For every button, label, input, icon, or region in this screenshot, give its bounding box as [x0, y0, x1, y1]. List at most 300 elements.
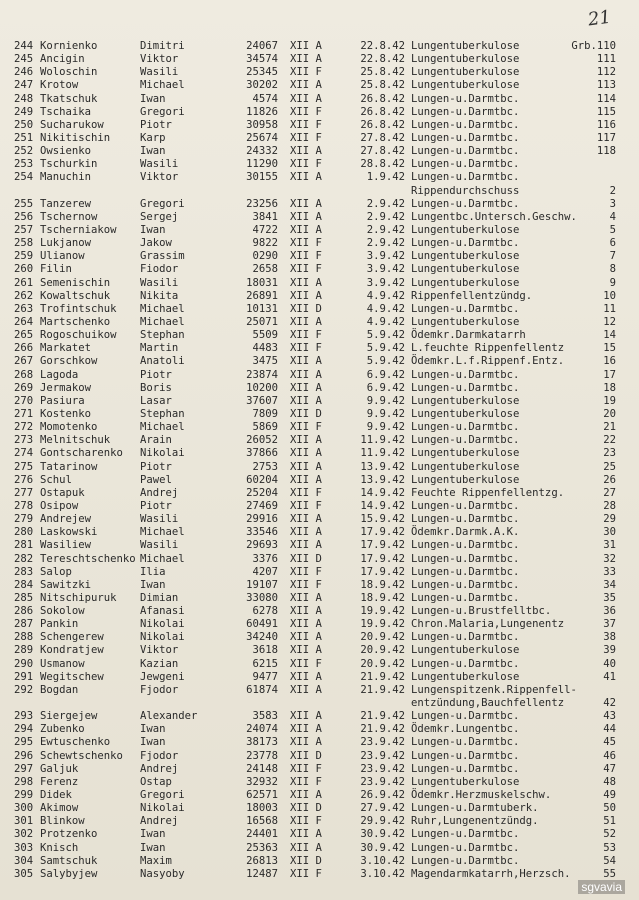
cell-no: 254 — [14, 171, 34, 184]
cell-no: 292 — [14, 683, 34, 696]
cell-last: Krotow — [40, 79, 79, 92]
cell-seq: 27 — [603, 486, 616, 499]
cell-first: Arain — [140, 434, 172, 447]
cell-date: 25.8.42 — [360, 66, 405, 79]
cell-diag: Lungenspitzenk.Rippenfell- — [411, 683, 577, 696]
cell-id: 30958 — [246, 118, 278, 131]
cell-date: 20.9.42 — [360, 631, 405, 644]
cell-no: 289 — [14, 644, 34, 657]
cell-unit: XII A — [290, 171, 322, 184]
cell-first: Ilia — [140, 565, 166, 578]
cell-seq: 55 — [603, 867, 616, 880]
cell-seq: 32 — [603, 552, 616, 565]
cell-first: Stephan — [140, 329, 185, 342]
cell-last: Sucharukow — [40, 118, 104, 131]
cell-no: 268 — [14, 368, 34, 381]
cell-id: 62571 — [246, 789, 278, 801]
cell-diag: Lungen-u.Darmtbc. — [411, 434, 520, 447]
cell-unit: XII F — [290, 815, 322, 828]
cell-no: 257 — [14, 224, 34, 236]
cell-diag: Lungen-u.Darmtbc. — [411, 539, 520, 552]
cell-last: Ancigin — [40, 53, 85, 66]
cell-date: 3.9.42 — [366, 263, 405, 276]
cell-first: Jewgeni — [140, 670, 185, 683]
cell-first: Maxim — [140, 854, 172, 867]
cell-id: 18031 — [246, 276, 278, 289]
cell-diag: Lungentuberkulose — [411, 460, 520, 473]
cell-no: 277 — [14, 486, 34, 499]
cell-first: Piotr — [140, 368, 172, 381]
cell-first: Karp — [140, 132, 166, 144]
cell-last: Wasiliew — [40, 539, 92, 552]
cell-last: Pasiura — [40, 394, 85, 407]
cell-first: Nikolai — [140, 802, 185, 815]
cell-no: 265 — [14, 329, 34, 342]
cell-id: 23874 — [246, 368, 278, 381]
cell-last: Usmanow — [40, 657, 85, 670]
cell-diag: Lungen-u.Brustfelltbc. — [411, 605, 552, 617]
cell-last: Tscherniakow — [40, 224, 117, 236]
cell-id: 3376 — [252, 552, 278, 565]
cell-id: 9477 — [252, 670, 278, 683]
cell-first: Michael — [140, 302, 185, 315]
cell-id: 3583 — [252, 710, 278, 723]
cell-date: 26.9.42 — [360, 789, 405, 801]
cell-seq: 17 — [603, 368, 616, 381]
cell-last: Osipow — [40, 499, 79, 512]
cell-seq: 20 — [603, 407, 616, 420]
cell-diag: Ödemkr.Darmkatarrh — [411, 329, 526, 342]
cell-date: 27.9.42 — [360, 802, 405, 815]
cell-diag: Feuchte Rippenfellentzg. — [411, 486, 565, 499]
cell-no: 248 — [14, 92, 34, 105]
cell-unit: XII A — [290, 526, 322, 539]
cell-id: 11826 — [246, 105, 278, 118]
cell-last: Bogdan — [40, 683, 79, 696]
cell-seq: 41 — [603, 670, 616, 683]
cell-seq: 12 — [603, 315, 616, 328]
cell-unit: XII A — [290, 210, 322, 223]
cell-diag: Lungen-u.Darmtbc. — [411, 657, 520, 670]
cell-seq: 33 — [603, 565, 616, 578]
cell-first: Sergej — [140, 210, 179, 223]
cell-date: 11.9.42 — [360, 447, 405, 460]
cell-id: 24067 — [246, 40, 278, 52]
cell-no: 256 — [14, 210, 34, 223]
cell-date: 21.9.42 — [360, 670, 405, 683]
cell-id: 16568 — [246, 815, 278, 828]
cell-id: 7809 — [252, 407, 278, 420]
cell-seq: 40 — [603, 657, 616, 670]
cell-last: Zubenko — [40, 723, 85, 736]
cell-first: Jakow — [140, 237, 172, 250]
cell-no: 286 — [14, 605, 34, 617]
cell-seq: 116 — [596, 118, 616, 131]
cell-first: Lasar — [140, 394, 172, 407]
cell-diag: Lungen-u.Darmtbc. — [411, 631, 520, 644]
cell-date: 4.9.42 — [366, 315, 405, 328]
cell-diag: Lungen-u.Darmtbc. — [411, 841, 520, 854]
cell-seq: 112 — [596, 66, 616, 79]
cell-diag: Lungentuberkulose — [411, 447, 520, 460]
cell-diag: Lungen-u.Darmtbc. — [411, 421, 520, 434]
cell-last: Tschaika — [40, 105, 92, 118]
cell-seq: 36 — [603, 605, 616, 617]
cell-last: Lukjanow — [40, 237, 92, 250]
cell-diag: Lungentuberkulose — [411, 315, 520, 328]
cell-diag: Ödemkr.L.f.Rippenf.Entz. — [411, 355, 565, 368]
cell-id: 34240 — [246, 631, 278, 644]
cell-id: 12487 — [246, 867, 278, 880]
cell-diag: Lungentuberkulose — [411, 250, 520, 263]
cell-date: 3.10.42 — [360, 854, 405, 867]
cell-date: 14.9.42 — [360, 486, 405, 499]
cell-id: 10131 — [246, 302, 278, 315]
cell-last: Tschurkin — [40, 158, 98, 171]
cell-last: Melnitschuk — [40, 434, 111, 447]
cell-last: Pankin — [40, 618, 79, 631]
cell-date: 17.9.42 — [360, 565, 405, 578]
cell-last: Martschenko — [40, 315, 111, 328]
cell-date: 5.9.42 — [366, 329, 405, 342]
cell-date: 28.8.42 — [360, 158, 405, 171]
cell-seq: 51 — [603, 815, 616, 828]
cell-first: Boris — [140, 381, 172, 394]
cell-first: Andrej — [140, 762, 179, 775]
cell-unit: XII A — [290, 460, 322, 473]
cell-id: 29693 — [246, 539, 278, 552]
cell-no: 280 — [14, 526, 34, 539]
cell-seq: 7 — [609, 250, 616, 263]
cell-id: 25363 — [246, 841, 278, 854]
cell-id: 37866 — [246, 447, 278, 460]
cell-first: Iwan — [140, 92, 166, 105]
cell-diag: Lungen-u.Darmtbc. — [411, 197, 520, 210]
cell-diag: Chron.Malaria,Lungenentz — [411, 618, 565, 631]
cell-first: Wasili — [140, 66, 179, 79]
cell-no: 294 — [14, 723, 34, 736]
cell-no: 297 — [14, 762, 34, 775]
cell-no: 267 — [14, 355, 34, 368]
cell-no: 273 — [14, 434, 34, 447]
cell-unit: XII F — [290, 565, 322, 578]
cell-last: Wegitschew — [40, 670, 104, 683]
cell-diag: Lungentuberkulose — [411, 644, 520, 657]
cell-unit: XII A — [290, 723, 322, 736]
cell-no: 275 — [14, 460, 34, 473]
cell-seq: 117 — [596, 132, 616, 144]
cell-seq: 48 — [603, 775, 616, 788]
cell-last: Owsienko — [40, 145, 92, 158]
cell-no: 270 — [14, 394, 34, 407]
cell-unit: XII A — [290, 276, 322, 289]
cell-id: 60491 — [246, 618, 278, 631]
cell-no: 293 — [14, 710, 34, 723]
cell-unit: XII D — [290, 802, 322, 815]
cell-no: 285 — [14, 591, 34, 604]
cell-id: 33080 — [246, 591, 278, 604]
cell-diag: Ödemkr.Darmk.A.K. — [411, 526, 520, 539]
cell-unit: XII A — [290, 789, 322, 801]
cell-seq: 52 — [603, 828, 616, 841]
page-number: 21 — [586, 6, 613, 31]
cell-diag: Lungen-u.Darmtbc. — [411, 302, 520, 315]
cell-diag: Lungen-u.Darmtbc. — [411, 158, 520, 171]
cell-first: Nasyoby — [140, 867, 185, 880]
cell-unit: XII F — [290, 775, 322, 788]
cell-date: 23.9.42 — [360, 775, 405, 788]
cell-seq: Grb.110 — [571, 40, 616, 52]
cell-date: 14.9.42 — [360, 499, 405, 512]
cell-no: 304 — [14, 854, 34, 867]
cell-last: Manuchin — [40, 171, 92, 184]
cell-no: 244 — [14, 40, 34, 52]
cell-seq: 43 — [603, 710, 616, 723]
cell-no: 301 — [14, 815, 34, 828]
cell-date: 6.9.42 — [366, 368, 405, 381]
cell-diag: Lungentuberkulose — [411, 394, 520, 407]
cell-seq: 15 — [603, 342, 616, 355]
cell-unit: XII A — [290, 289, 322, 302]
cell-unit: XII D — [290, 749, 322, 762]
cell-no: 295 — [14, 736, 34, 749]
cell-id: 4722 — [252, 224, 278, 236]
cell-no: 245 — [14, 53, 34, 66]
cell-last: Blinkow — [40, 815, 85, 828]
cell-first: Gregori — [140, 197, 185, 210]
cell-seq: 3 — [609, 197, 616, 210]
cell-id: 0290 — [252, 250, 278, 263]
cell-first: Fjodor — [140, 683, 179, 696]
cell-no: 260 — [14, 263, 34, 276]
cell-diag: Lungen-u.Darmtbc. — [411, 118, 520, 131]
cell-id: 11290 — [246, 158, 278, 171]
cell-last: Sokolow — [40, 605, 85, 617]
cell-date: 20.9.42 — [360, 644, 405, 657]
cell-date: 18.9.42 — [360, 591, 405, 604]
cell-no: 271 — [14, 407, 34, 420]
cell-unit: XII A — [290, 434, 322, 447]
cell-no: 288 — [14, 631, 34, 644]
cell-first: Nikita — [140, 289, 179, 302]
cell-last: Gorschkow — [40, 355, 98, 368]
cell-diag: Lungen-u.Darmtbc. — [411, 513, 520, 525]
cell-date: 6.9.42 — [366, 381, 405, 394]
cell-diag: Lungen-u.Darmtbc. — [411, 499, 520, 512]
cell-diag: Lungentuberkulose — [411, 276, 520, 289]
cell-diag: Ödemkr.Lungentbc. — [411, 723, 520, 736]
cell-diag: Lungen-u.Darmtbc. — [411, 828, 520, 841]
cell-id: 5869 — [252, 421, 278, 434]
cell-last: Samtschuk — [40, 854, 98, 867]
cell-last: Schengerew — [40, 631, 104, 644]
cell-date: 20.9.42 — [360, 657, 405, 670]
cell-seq: 9 — [609, 276, 616, 289]
cell-unit: XII A — [290, 355, 322, 368]
cell-last: Tschernow — [40, 210, 98, 223]
cell-first: Martin — [140, 342, 179, 355]
cell-first: Wasili — [140, 158, 179, 171]
cell-no: 279 — [14, 513, 34, 525]
cell-seq: 42 — [603, 697, 616, 709]
cell-diag: Lungen-u.Darmtbc. — [411, 749, 520, 762]
cell-first: Fiodor — [140, 263, 179, 276]
cell-seq: 2 — [609, 184, 616, 197]
cell-date: 23.9.42 — [360, 736, 405, 749]
cell-date: 3.9.42 — [366, 276, 405, 289]
cell-date: 2.9.42 — [366, 197, 405, 210]
cell-last: Trofintschuk — [40, 302, 117, 315]
cell-date: 3.10.42 — [360, 867, 405, 880]
cell-date: 27.8.42 — [360, 145, 405, 158]
cell-id: 37607 — [246, 394, 278, 407]
cell-unit: XII F — [290, 867, 322, 880]
cell-unit: XII A — [290, 828, 322, 841]
cell-no: 291 — [14, 670, 34, 683]
cell-unit: XII F — [290, 657, 322, 670]
cell-date: 27.8.42 — [360, 132, 405, 144]
cell-last: Sawitzki — [40, 578, 92, 591]
cell-first: Wasili — [140, 276, 179, 289]
cell-diag: Lungen-u.Darmtbc. — [411, 381, 520, 394]
cell-first: Dimian — [140, 591, 179, 604]
cell-diag: Lungentuberkulose — [411, 53, 520, 66]
cell-date: 5.9.42 — [366, 355, 405, 368]
cell-unit: XII D — [290, 552, 322, 565]
cell-seq: 28 — [603, 499, 616, 512]
cell-no: 276 — [14, 473, 34, 486]
cell-date: 21.9.42 — [360, 710, 405, 723]
cell-first: Grassim — [140, 250, 185, 263]
cell-first: Andrej — [140, 486, 179, 499]
cell-last: Tanzerew — [40, 197, 92, 210]
cell-id: 29916 — [246, 513, 278, 525]
cell-date: 2.9.42 — [366, 237, 405, 250]
cell-unit: XII A — [290, 315, 322, 328]
cell-seq: 50 — [603, 802, 616, 815]
cell-unit: XII A — [290, 53, 322, 66]
cell-diag: Ödemkr.Herzmuskelschw. — [411, 789, 552, 801]
cell-first: Anatoli — [140, 355, 185, 368]
cell-last: Gontscharenko — [40, 447, 123, 460]
cell-id: 26891 — [246, 289, 278, 302]
cell-last: Knisch — [40, 841, 79, 854]
cell-no: 250 — [14, 118, 34, 131]
cell-unit: XII F — [290, 263, 322, 276]
cell-no: 269 — [14, 381, 34, 394]
cell-no: 247 — [14, 79, 34, 92]
cell-seq: 18 — [603, 381, 616, 394]
cell-last: Jermakow — [40, 381, 92, 394]
cell-date: 22.8.42 — [360, 40, 405, 52]
cell-no: 284 — [14, 578, 34, 591]
cell-seq: 16 — [603, 355, 616, 368]
cell-unit: XII A — [290, 368, 322, 381]
cell-diag: Lungentuberkulose — [411, 407, 520, 420]
cell-seq: 46 — [603, 749, 616, 762]
cell-unit: XII F — [290, 578, 322, 591]
cell-unit: XII A — [290, 145, 322, 158]
cell-unit: XII F — [290, 499, 322, 512]
cell-date: 4.9.42 — [366, 289, 405, 302]
cell-diag: Lungen-u.Darmtbc. — [411, 368, 520, 381]
cell-unit: XII A — [290, 539, 322, 552]
cell-first: Piotr — [140, 460, 172, 473]
cell-date: 9.9.42 — [366, 421, 405, 434]
cell-no: 253 — [14, 158, 34, 171]
cell-first: Fjodor — [140, 749, 179, 762]
cell-last: Salop — [40, 565, 72, 578]
cell-first: Nikolai — [140, 447, 185, 460]
cell-last: Kornienko — [40, 40, 98, 52]
cell-date: 3.9.42 — [366, 250, 405, 263]
cell-last: Markatet — [40, 342, 92, 355]
cell-date: 21.9.42 — [360, 683, 405, 696]
cell-id: 2658 — [252, 263, 278, 276]
cell-seq: 22 — [603, 434, 616, 447]
cell-unit: XII F — [290, 329, 322, 342]
cell-seq: 111 — [596, 53, 616, 66]
cell-date: 25.8.42 — [360, 79, 405, 92]
cell-seq: 14 — [603, 329, 616, 342]
cell-first: Iwan — [140, 828, 166, 841]
cell-unit: XII A — [290, 394, 322, 407]
cell-date: 17.9.42 — [360, 526, 405, 539]
cell-no: 264 — [14, 315, 34, 328]
cell-unit: XII A — [290, 197, 322, 210]
cell-id: 18003 — [246, 802, 278, 815]
cell-date: 30.9.42 — [360, 841, 405, 854]
cell-first: Michael — [140, 315, 185, 328]
cell-unit: XII A — [290, 644, 322, 657]
cell-seq: 21 — [603, 421, 616, 434]
cell-date: 9.9.42 — [366, 394, 405, 407]
cell-last: Laskowski — [40, 526, 98, 539]
cell-no: 252 — [14, 145, 34, 158]
cell-first: Piotr — [140, 118, 172, 131]
cell-no: 263 — [14, 302, 34, 315]
cell-id: 60204 — [246, 473, 278, 486]
cell-last: Woloschin — [40, 66, 98, 79]
cell-id: 4574 — [252, 92, 278, 105]
cell-unit: XII A — [290, 40, 322, 52]
cell-id: 27469 — [246, 499, 278, 512]
cell-seq: 25 — [603, 460, 616, 473]
cell-id: 33546 — [246, 526, 278, 539]
cell-unit: XII F — [290, 250, 322, 263]
cell-id: 4483 — [252, 342, 278, 355]
cell-seq: 53 — [603, 841, 616, 854]
cell-date: 23.9.42 — [360, 749, 405, 762]
cell-no: 300 — [14, 802, 34, 815]
cell-first: Dimitri — [140, 40, 185, 52]
cell-diag: Lungen-u.Darmtbc. — [411, 736, 520, 749]
cell-date: 30.9.42 — [360, 828, 405, 841]
cell-last: Andrejew — [40, 513, 92, 525]
cell-unit: XII F — [290, 118, 322, 131]
cell-last: Ferenz — [40, 775, 79, 788]
cell-diag: Lungentuberkulose — [411, 473, 520, 486]
cell-id: 19107 — [246, 578, 278, 591]
cell-date: 19.9.42 — [360, 605, 405, 617]
cell-last: Galjuk — [40, 762, 79, 775]
cell-diag: Lungentuberkulose — [411, 670, 520, 683]
cell-first: Viktor — [140, 644, 179, 657]
cell-seq: 19 — [603, 394, 616, 407]
cell-date: 1.9.42 — [366, 171, 405, 184]
cell-id: 23778 — [246, 749, 278, 762]
cell-diag: Lungentuberkulose — [411, 79, 520, 92]
